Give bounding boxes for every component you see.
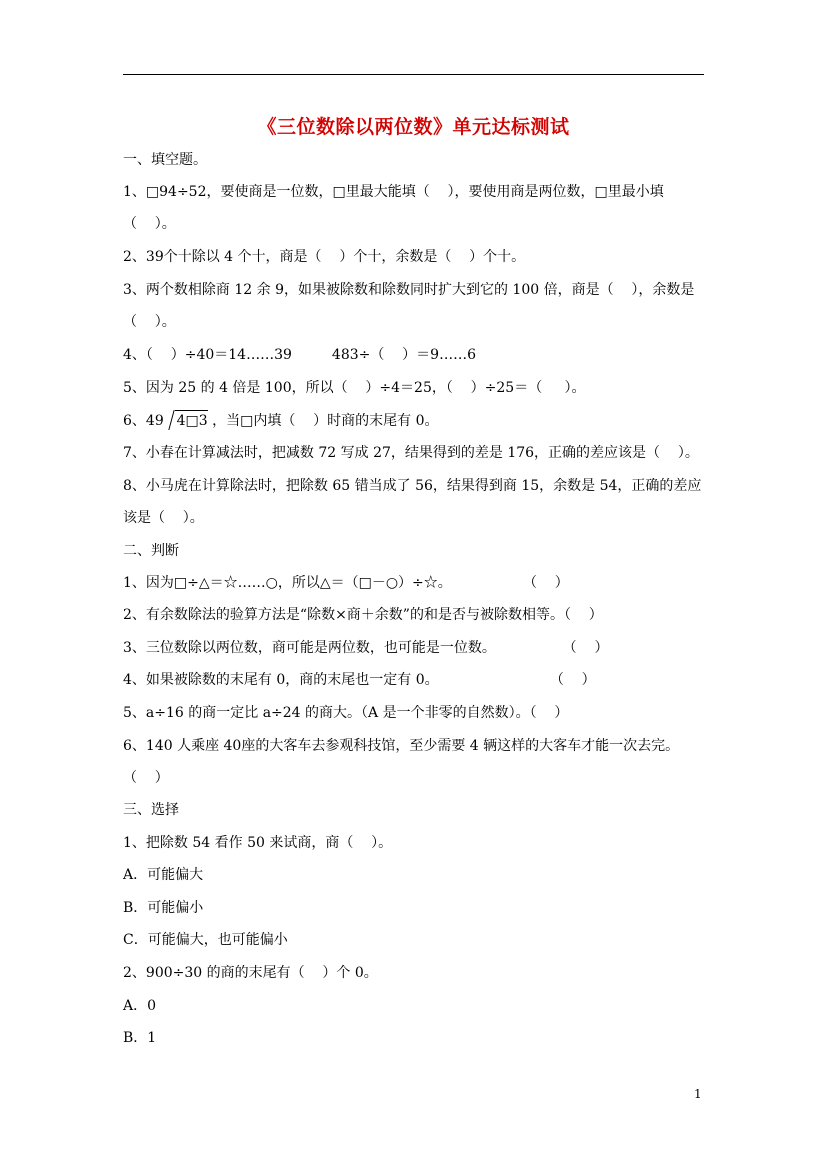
question-line: 3、三位数除以两位数，商可能是两位数，也可能是一位数。 （ ）	[123, 640, 609, 656]
question-line: （ ）。	[123, 314, 176, 330]
q6-suffix: ，当□内填（ ）时商的末尾有 0。	[207, 413, 439, 429]
question-line: 7、小春在计算减法时，把减数 72 写成 27，结果得到的差是 176，正确的差应该是（ ）。	[123, 445, 699, 461]
question-line: 2、900÷30 的商的末尾有（ ）个 0。	[123, 965, 378, 981]
header-rule	[123, 74, 704, 75]
option-line: A．0	[123, 998, 157, 1014]
question-line: 1、□94÷52，要使商是一位数，□里最大能填（ ），要使用商是两位数，□里最小填	[123, 184, 664, 200]
question-line: 2、39个十除以 4 个十，商是（ ）个十，余数是（ ）个十。	[123, 249, 526, 265]
question-line: 6、140 人乘座 40座的大客车去参观科技馆，至少需要 4 辆这样的大客车才能一次去完。	[123, 738, 680, 754]
question-line: 5、因为 25 的 4 倍是 100，所以（ ）÷4＝25，（ ）÷25＝（ ）。	[123, 380, 586, 396]
option-line: A．可能偏大	[123, 867, 204, 883]
option-line: C．可能偏大，也可能偏小	[123, 932, 288, 948]
section-heading-fill: 一、填空题。	[123, 152, 207, 168]
question-line: 3、两个数相除商 12 余 9，如果被除数和除数同时扩大到它的 100 倍，商是（ ），余数是	[123, 282, 695, 298]
option-line: B．可能偏小	[123, 900, 204, 916]
question-line: （ ）。	[123, 216, 176, 232]
q6-prefix: 6、49	[123, 413, 173, 429]
section-heading-judge: 二、判断	[123, 543, 179, 559]
question-line-division	[123, 410, 439, 431]
question-line: 4、如果被除数的末尾有 0，商的末尾也一定有 0。 （ ）	[123, 672, 596, 688]
page-number: 1	[694, 1087, 702, 1101]
question-line: 8、小马虎在计算除法时，把除数 65 错当成了 56，结果得到商 15，余数是 54，正确的差应	[123, 478, 702, 494]
question-line: 1、因为□÷△＝☆……○，所以△＝（□－○）÷☆。 （ ）	[123, 575, 569, 591]
question-line: 5、a÷16 的商一定比 a÷24 的商大。（A 是一个非零的自然数）。（ ）	[123, 705, 569, 721]
option-line: B．1	[123, 1030, 157, 1046]
long-division-bracket: 4□3	[175, 410, 208, 431]
section-heading-choice: 三、选择	[123, 802, 179, 818]
question-line: 2、有余数除法的验算方法是“除数×商＋余数”的和是否与被除数相等。（ ）	[123, 607, 603, 623]
document-title: 《三位数除以两位数》单元达标测试	[257, 116, 570, 138]
question-line: （ ）	[123, 770, 169, 786]
question-line: 1、把除数 54 看作 50 来试商，商（ ）。	[123, 835, 393, 851]
question-line: 该是（ ）。	[123, 510, 204, 526]
question-line: 4、（ ）÷40＝14……39 483÷（ ）＝9……6	[123, 347, 477, 363]
